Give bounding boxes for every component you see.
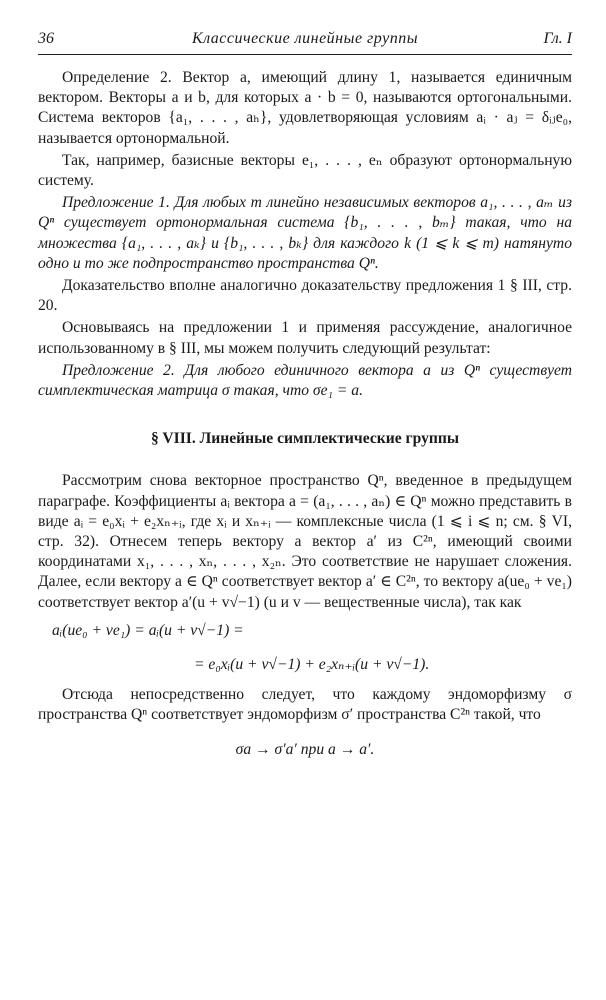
section-heading: § VIII. Линейные симплектические группы (150, 430, 460, 448)
paragraph-reasoning: Основываясь на предложении 1 и применяя рассуждение, аналогичное использованному в § III, мы можем получить следующий результат: (38, 319, 572, 357)
formula-line-2: = e₀xᵢ(u + v√−1) + e₂xₙ₊ᵢ(u + v√−1). (194, 656, 430, 674)
paragraph-proof-reference: Доказательство вполне аналогично доказательству предложения 1 § III, стр. 20. (38, 277, 572, 315)
running-title: Классические линейные группы (191, 30, 419, 47)
page-body (38, 68, 572, 760)
paragraph-basis-example: Так, например, базисные векторы e₁, . . . , eₙ образуют ортонормальную систему. (38, 151, 572, 190)
proposition-1: Предложение 1. Для любых m линейно независимых векторов a₁, . . . , aₘ из Qⁿ существует ортонормальная система {b₁, . . . , bₘ} такая, что на множества {a₁, . . . , aₖ} и {b₁, . . . , bₖ} для каждого k (1 ⩽ k ⩽ m) натянуто одно и то же подпространство пространства Qⁿ. (38, 194, 572, 272)
proposition-2: Предложение 2. Для любого единичного вектора a из Qⁿ существует симплектическая матрица σ такая, что σe₁ = a. (38, 361, 572, 400)
page-number: 36 (38, 30, 54, 47)
formula-line-1: aᵢ(ue₀ + ve₁) = aᵢ(u + v√−1) = (52, 621, 244, 639)
page-header (38, 30, 572, 55)
definition-2: Определение 2. Вектор a, имеющий длину 1, называется единичным вектором. Векторы a и b, для которых a · b = 0, называются ортогональными. Система векторов {a₁, . . . , aₕ}, удовлетворяющая условиям aᵢ · aⱼ = δᵢⱼe₀, называется ортонормальной. (38, 69, 572, 147)
chapter-label: Гл. I (543, 30, 572, 47)
paragraph-vector-space: Рассмотрим снова векторное пространство Qⁿ, введенное в предыдущем параграфе. Коэффициенты aᵢ вектора a = (a₁, . . . , aₙ) ∈ Qⁿ можно представить в виде aᵢ = e₀xᵢ + e₂xₙ₊ᵢ, где xᵢ и xₙ₊ᵢ — комплексные числа (1 ⩽ i ⩽ n; см. § VI, стр. 32). Отнесем теперь вектору a вектор a′ из C²ⁿ, имеющий своими координатами x₁, . . . , xₙ, . . . , x₂ₙ. Это соответствие не нарушает сложения. Далее, если вектору a ∈ Qⁿ соответствует вектор a′ ∈ C²ⁿ, то вектору a(ue₀ + ve₁) соответствует вектор a′(u + v√−1) (u и v — вещественные числа), так как (38, 472, 572, 611)
paragraph-endomorphism: Отсюда непосредственно следует, что каждому эндоморфизму σ пространства Qⁿ соответствует эндоморфизм σ′ пространства C²ⁿ такой, что (38, 686, 572, 724)
display-formula (38, 621, 572, 675)
formula-line-3: σa → σ′a′ при a → a′. (235, 740, 375, 758)
